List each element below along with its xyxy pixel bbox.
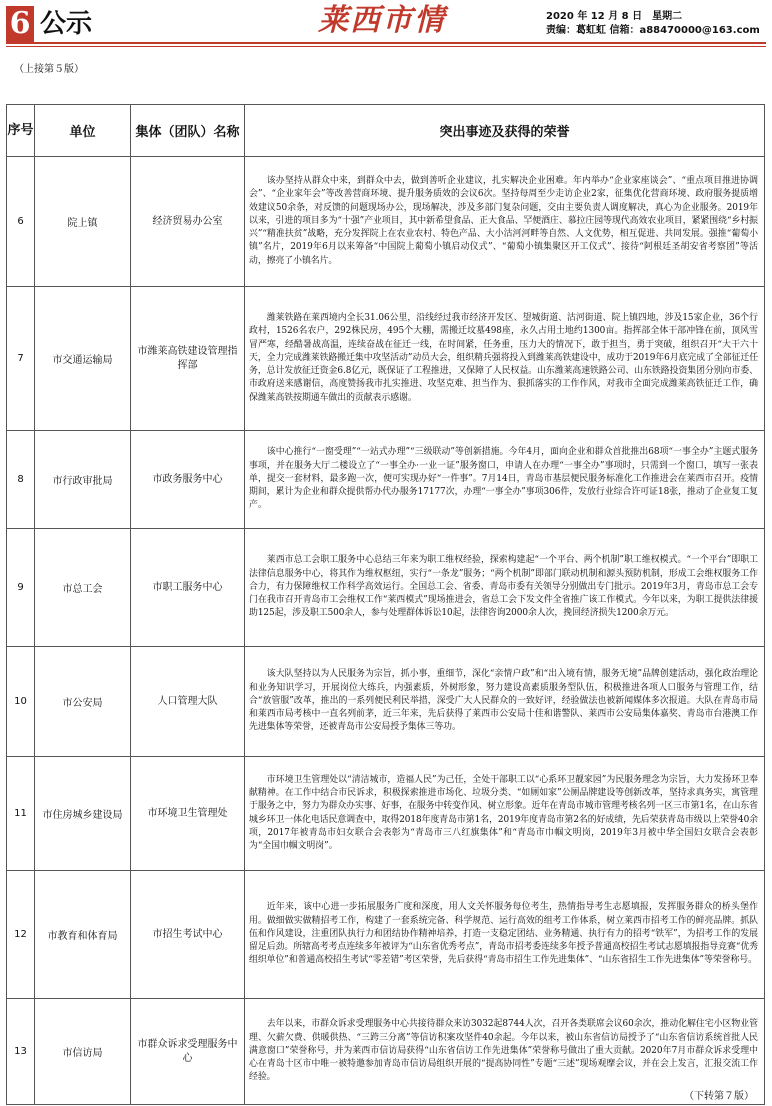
row-description: 去年以来，市群众诉求受理服务中心共接待群众来访3032起8744人次，召开各类联席会议60余次，推动化解住宅小区物业管理、欠薪欠费、供暖供热、“三跨三分离”等信访积案攻坚件40余起。今年以来，被山东省信访局授予了“山东省信访系统首批人民满意窗口”荣誉称号，并为莱西市信访局获得“山东省信访工作先进集体”荣誉称号做出了重大贡献。2020年7月市群众诉求受理中心在青岛十区市中唯一被特邀参加青岛市信访局组织开展的“提高协同性”专题“三述”现场观摩会议，并在会上发言，汇报交流工作经验。: [245, 999, 765, 1105]
page-number: 6: [6, 6, 34, 42]
row-index: 12: [7, 871, 35, 999]
row-description: 该中心推行“一窗受理”“一站式办理”“三级联动”等创新措施。今年4月，面向企业和群众首批推出68项“一事全办”主题式服务事项，并在服务大厅二楼设立了“一事全办·一业一证”服务窗口，申请人在办理“一事全办”事项时，只需到一个窗口，填写一张表单，提交一套材料，最多跑一次，便可实现办好“一件事”。7月14日，青岛市基层便民服务标准化工作推进会在莱西市召开。疫情期间，累计为企业和群众提供帮办代办服务17177次，办理“一事全办”事项306件，发放行业综合许可证18张，推动了企业复工复产。: [245, 431, 765, 529]
header-unit: 单位: [35, 105, 131, 157]
table-header-row: [7, 105, 765, 157]
row-index: 10: [7, 647, 35, 757]
row-index: 8: [7, 431, 35, 529]
table-row: [7, 647, 765, 757]
row-index: 13: [7, 999, 35, 1105]
table-row: [7, 529, 765, 647]
row-team: 市政务服务中心: [131, 431, 245, 529]
issue-date: 2020 年 12 月 8 日 星期二: [546, 11, 683, 22]
table-row: [7, 871, 765, 999]
table-row: [7, 287, 765, 431]
row-index: 9: [7, 529, 35, 647]
table-row: [7, 999, 765, 1105]
row-description: 近年来，该中心进一步拓展服务广度和深度，用人文关怀服务每位考生，热情指导考生志愿填报，发挥服务群众的桥头堡作用。做细做实做精招考工作，构建了一套系统完备、科学规范、运行高效的组考工作体系，树立莱西市招考工作的鲜亮品牌。抓队伍和作风建设，注重团队执行力和团结协作精神培养，打造一支稳定团结、业务精通、执行有力的招考“铁军”，为招考工作的发展留足后劲。所辖高考考点连续多年被评为“山东省优秀考点”，青岛市招考委连续多年授予普通高校招生考试志愿填报指导竞赛“优秀组织单位”和普通高校招生考试“零差错”考区荣誉，先后获得“青岛市招生工作先进集体”、“山东省招生工作先进集体”等荣誉称号。: [245, 871, 765, 999]
row-unit: 市教育和体育局: [35, 871, 131, 999]
row-unit: 市行政审批局: [35, 431, 131, 529]
row-description: 潍莱铁路在莱西境内全长31.06公里，沿线经过我市经济开发区、望城街道、沽河街道、院上镇四地，涉及15家企业，36个行政村，1526名农户，292株民房，495个大棚，需搬迁坟墓498座，永久占用土地约1300亩。指挥部全体干部冲锋在前，顶风雪冒严寒，经酷暑战高温，连续奋战在征迁一线，在时间紧，任务重，压力大的情况下，敢于担当，勇于突破，组织召开“大干六十天，全力完成潍莱铁路搬迁集中攻坚活动”动员大会，组织精兵强将投入到潍莱高铁建设中，成功于2019年6月底完成了全部征迁任务，总计发放征迁资金6.8亿元，既保证了工程推进，又保障了人民权益。山东潍莱高速铁路公司、山东铁路投资集团分别向市委、市政府送来感谢信，高度赞扬我市扎实推进、攻坚克难、担当作为、狠抓落实的工作作风，对我市全面完成潍莱高铁征迁工作，确保潍莱高铁按期通车做出的贡献表示感谢。: [245, 287, 765, 431]
row-team: 经济贸易办公室: [131, 157, 245, 287]
row-index: 6: [7, 157, 35, 287]
row-team: 人口管理大队: [131, 647, 245, 757]
newspaper-brand: 莱西市情: [318, 3, 446, 38]
continued-to: （下转第７版）: [684, 1091, 754, 1102]
row-team: 市招生考试中心: [131, 871, 245, 999]
issue-meta: [546, 10, 760, 38]
row-team: 市潍莱高铁建设管理指挥部: [131, 287, 245, 431]
table-row: [7, 431, 765, 529]
row-team: 市环境卫生管理处: [131, 757, 245, 871]
header-index: 序号: [7, 105, 35, 157]
row-team: 市群众诉求受理服务中心: [131, 999, 245, 1105]
header-rule: [6, 42, 766, 44]
section-title: 公示: [40, 9, 93, 39]
table-row: [7, 157, 765, 287]
row-unit: 市公安局: [35, 647, 131, 757]
table-row: [7, 757, 765, 871]
editor-line: 责编：葛虹虹 信箱：a88470000@163.com: [546, 25, 760, 36]
continued-from: （上接第５版）: [14, 64, 84, 75]
honors-table: [6, 104, 765, 1105]
header-rule-thin: [6, 46, 766, 47]
row-unit: 院上镇: [35, 157, 131, 287]
row-description: 该大队坚持以为人民服务为宗旨，抓小事，重细节，深化“亲情户政”和“出入境有情，服务无境”品牌创建活动，强化政治理论和业务知识学习，开展岗位大练兵，内强素质，外树形象，努力建设高素质服务型队伍，积极推进各项人口服务与管理工作，结合“放管服”改革，推出的一系列便民利民举措，深受广大人民群众的一致好评，经验做法也被新闻媒体多次报道。大队在青岛市局和莱西市局考核中一直名列前茅，近三年来，先后获得了莱西市公安局十佳和谐警队、莱西市公安局集体嘉奖、青岛市台港澳工作先进集体等荣誉，还被青岛市公安局授予集体三等功。: [245, 647, 765, 757]
row-description: 莱西市总工会职工服务中心总结三年来为职工维权经验，探索构建起“一个平台、两个机制”职工维权模式。“一个平台”即职工法律信息服务中心，将其作为维权枢纽，实行“一条龙”服务；“两个机制”即部门联动机制和源头预防机制，形成工会维权服务工作合力，有力保障维权工作科学高效运行。全国总工会、省委、青岛市委有关领导分别做出专门批示。2019年3月，青岛市总工会专门在我市召开青岛市工会维权工作“莱西模式”现场推进会，省总工会下发文件全省推广该工作模式。今年以来，为职工提供法律援助125起，涉及职工500余人，参与处理群体诉讼10起，法律咨询2000余人次，挽回经济损失1200余万元。: [245, 529, 765, 647]
row-unit: 市交通运输局: [35, 287, 131, 431]
row-description: 市环境卫生管理处以“清洁城市，造福人民”为己任，全处干部职工以“心系环卫靓家园”为民服务理念为宗旨，大力发扬环卫奉献精神。在工作中结合市民诉求，积极探索推进市场化、垃圾分类、“如厕如家”公厕品牌建设等创新改革，坚持求真务实，寓管理于服务之中，努力为群众办实事、好事，在服务中转变作风、树立形象。近年在青岛市城市管理考核名列一区三市第1名，在山东省城乡环卫一体化电话民意调查中，取得2018年度青岛市第1名，2019年度青岛市第2名的好成绩，先后荣获青岛市级以上荣誉40余项，2017年被青岛市妇女联合会表彰为“青岛市三八红旗集体”和“青岛市巾帼文明岗，2019年3月被中华全国妇女联合会表彰为“全国巾帼文明岗”。: [245, 757, 765, 871]
row-team: 市职工服务中心: [131, 529, 245, 647]
row-description: 该办坚持从群众中来，到群众中去，做到善听企业建议，扎实解决企业困难。年内举办“企业家座谈会”、“重点项目推进协调会”、“企业家年会”等改善营商环境、提升服务质效的会议6次。坚持每周至少走访企业2家，征集优化营商环境、政府服务提质增效建议50余条，对反馈的问题现场办公，现场解决，涉及多部门复杂问题，交由主要负责人调度解决，真心为企业服务。2019年以来，引进的项目多为“十强”产业项目，其中新希望食品、正大食品、罕便酒庄、慕拉庄园等现代高效农业项目，紧紧围绕“乡村振兴”“精准扶贫”战略，充分发挥院上在农业农村、特色产品、大小沽河河畔等自然、人文优势，相互促进、共同发展。强推“葡萄小镇”名片，2019年6月以来筹备“中国院上葡萄小镇启动仪式”、“葡萄小镇集聚区开工仪式”、接待“阿根廷圣胡安省考察团”等活动，擦亮了小镇名片。: [245, 157, 765, 287]
row-unit: 市住房城乡建设局: [35, 757, 131, 871]
header-team: 集体（团队）名称: [131, 105, 245, 157]
row-index: 7: [7, 287, 35, 431]
header-description: 突出事迹及获得的荣誉: [245, 105, 765, 157]
row-unit: 市信访局: [35, 999, 131, 1105]
row-unit: 市总工会: [35, 529, 131, 647]
row-index: 11: [7, 757, 35, 871]
